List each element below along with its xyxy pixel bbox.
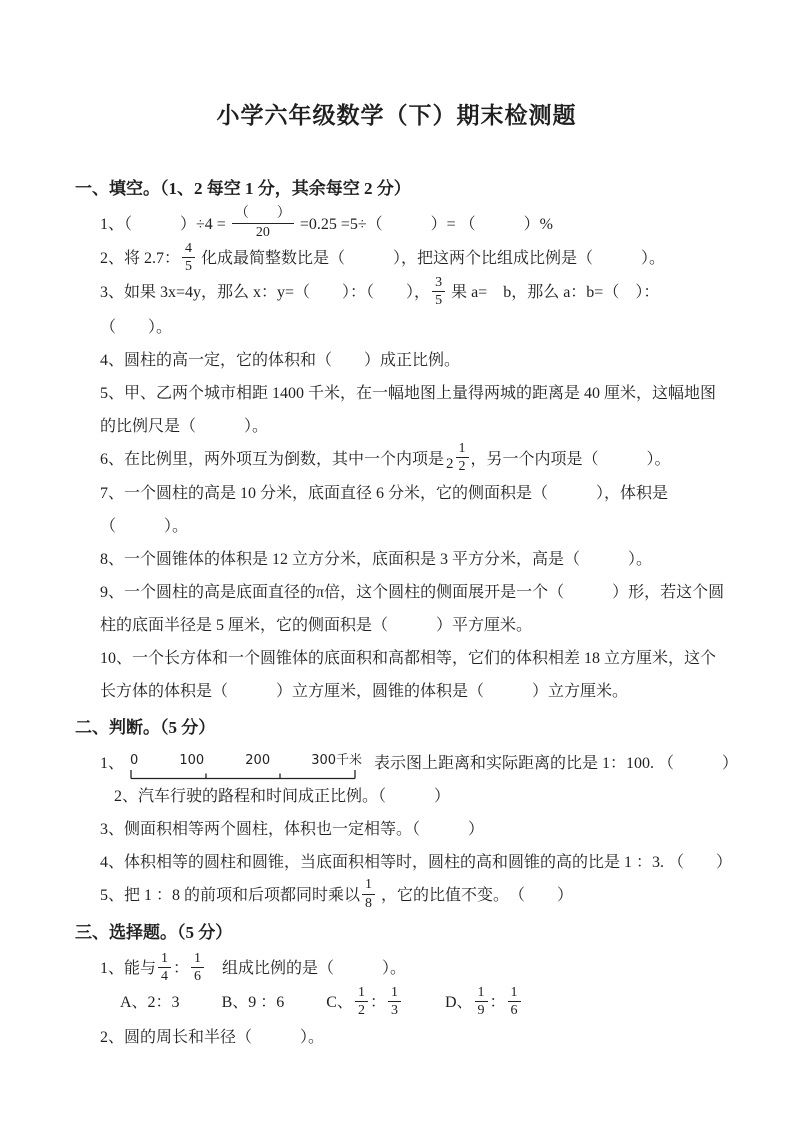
section-items-true-false (75, 747, 755, 913)
ruler-label: 300千米 (311, 752, 363, 768)
text-run: ： (173, 960, 190, 978)
text-run: 8、一个圆锥体的体积是 12 立方分米，底面积是 3 平方分米，高是（ ）。 (100, 550, 653, 568)
question-line (100, 642, 755, 708)
fraction-numerator: 1 (161, 950, 169, 966)
section-items-multiple-choice (75, 952, 755, 1053)
text-run: 4、体积相等的圆柱和圆锥，当底面积相等时，圆柱的高和圆锥的高的比是 1 ：3. （ ） (100, 853, 733, 871)
text-run: 1、 (100, 754, 125, 772)
question-line (100, 747, 755, 780)
fraction-denominator: 6 (508, 1001, 521, 1018)
fraction-numerator: 1 (458, 441, 466, 457)
question-line (100, 952, 755, 986)
text-run: A、2：3 (120, 994, 180, 1012)
question-line (100, 443, 755, 477)
fraction (232, 206, 294, 240)
section-items-fill-in-blanks (75, 208, 755, 708)
text-run: 组成比例的是（ ）。 (206, 960, 407, 978)
text-run: 9、一个圆柱的高是底面直径的π倍，这个圆柱的侧面展开是一个（ ）形，若这个圆 (100, 583, 725, 601)
section-heading-fill-in-blanks: 一、填空。（1、2 每空 1 分，其余每空 2 分） (75, 179, 411, 198)
question-line (100, 477, 755, 543)
question-line (100, 543, 755, 576)
fraction-numerator: （ ） (234, 206, 291, 222)
text-run: D、 (444, 994, 473, 1012)
fraction-denominator: 8 (362, 894, 375, 911)
text-run: 表示图上距离和实际距离的比是 1：100. （ ） (374, 754, 739, 772)
fraction-numerator: 1 (510, 984, 518, 1000)
fraction (355, 985, 368, 1019)
question-line (100, 846, 755, 879)
fraction-numerator: 4 (185, 240, 193, 256)
ruler-label: 100 (179, 752, 205, 768)
fraction (158, 951, 171, 985)
exam-content (0, 174, 793, 1054)
question-line (100, 780, 755, 813)
question-line (100, 242, 755, 276)
ruler-tick-bar (130, 769, 356, 780)
section-heading-multiple-choice: 三、选择题。（5 分） (75, 923, 233, 943)
text-run: 2、汽车行驶的路程和时间成正比例。（ ） (114, 787, 451, 805)
fraction-numerator: 1 (365, 877, 373, 893)
fraction-denominator: 4 (158, 967, 171, 984)
text-run: ，另一个内项是（ ）。 (470, 450, 671, 468)
text-run: 果 a= b，那么 a：b=（ ）： (447, 284, 660, 302)
mixed-number-whole: 2 (446, 456, 454, 473)
fraction-denominator: 5 (432, 291, 445, 308)
text-run: 6、在比例里，两外项互为倒数，其中一个内项是 (100, 450, 445, 468)
fraction-numerator: 1 (477, 984, 485, 1000)
ruler-labels (130, 753, 362, 769)
text-run: 2、将 2.7： (100, 250, 181, 268)
page-title: 小学六年级数学（下）期末检测题 (216, 103, 577, 128)
section-heading-true-false: 二、判断。（5 分） (75, 717, 216, 737)
text-run: =0.25 =5÷（ ）= （ ）% (295, 216, 553, 233)
fraction (456, 441, 469, 475)
question-line (100, 879, 755, 913)
question-line (100, 276, 755, 343)
fraction (475, 985, 488, 1019)
text-run: 2、圆的周长和半径（ ）。 (100, 1028, 325, 1046)
question-line (100, 1021, 755, 1054)
text-run: 1、能与 (100, 960, 157, 978)
fraction (388, 985, 401, 1019)
text-run: C、 (326, 994, 353, 1012)
question-line (100, 344, 755, 377)
fraction-denominator: 2 (456, 457, 469, 474)
fraction-denominator: 20 (232, 223, 294, 240)
fraction-numerator: 3 (435, 274, 443, 290)
text-run: 5、甲、乙两个城市相距 1400 千米，在一幅地图上量得两城的距离是 40 厘米，这幅地图 (100, 384, 717, 402)
text-run: ： (489, 994, 506, 1012)
fraction-denominator: 6 (191, 967, 204, 984)
text-run: B、9 ：6 (221, 994, 285, 1012)
question-line (100, 377, 755, 443)
question-line (100, 208, 755, 242)
question-line (100, 986, 755, 1020)
fraction-denominator: 3 (388, 1001, 401, 1018)
text-run: 7、一个圆柱的高是 10 分米，底面直径 6 分米，它的侧面积是（ ），体积是（ ）。 (100, 484, 669, 535)
question-line (100, 813, 755, 846)
text-run: 的比例尺是（ ）。 (100, 417, 269, 435)
text-run: ，它的比值不变。 （ ） (377, 886, 574, 904)
fraction-numerator: 1 (390, 984, 398, 1000)
map-scale-ruler (130, 753, 362, 780)
text-run: 柱的底面半径是 5 厘米，它的侧面积是（ ）平方厘米。 (100, 616, 533, 634)
text-run: （ ）。 (100, 318, 173, 336)
fraction-denominator: 2 (355, 1001, 368, 1018)
fraction (191, 951, 204, 985)
sections-container (75, 174, 748, 1054)
text-run: 3、侧面积相等两个圆柱，体积也一定相等。（ ） (100, 820, 485, 838)
ruler-label: 200 (245, 752, 271, 768)
fraction-denominator: 5 (182, 257, 195, 274)
fraction-denominator: 9 (475, 1001, 488, 1018)
text-run: 10、一个长方体和一个圆锥体的底面积和高都相等，它们的体积相差 18 立方厘米，这个 (100, 649, 717, 667)
text-run: 5、把 1 ：8 的前项和后项都同时乘以 (100, 886, 361, 904)
text-run: 3、如果 3x=4y，那么 x：y=（ ）：（ ）， (100, 284, 431, 302)
fraction (508, 985, 521, 1019)
fraction (182, 241, 195, 275)
fraction-numerator: 1 (357, 984, 365, 1000)
text-run: 化成最简整数比是（ ），把这两个比组成比例是（ ）。 (197, 250, 666, 268)
fraction (432, 275, 445, 309)
text-run: 长方体的体积是（ ）立方厘米，圆锥的体积是（ ）立方厘米。 (100, 682, 629, 700)
question-line (100, 576, 755, 642)
ruler-label: 0 (130, 752, 139, 768)
text-run: ： (369, 994, 386, 1012)
text-run: 4、圆柱的高一定，它的体积和（ ）成正比例。 (100, 351, 461, 369)
fraction-numerator: 1 (194, 950, 202, 966)
text-run: 1、（ ）÷4 = (100, 216, 230, 233)
fraction (362, 877, 375, 911)
